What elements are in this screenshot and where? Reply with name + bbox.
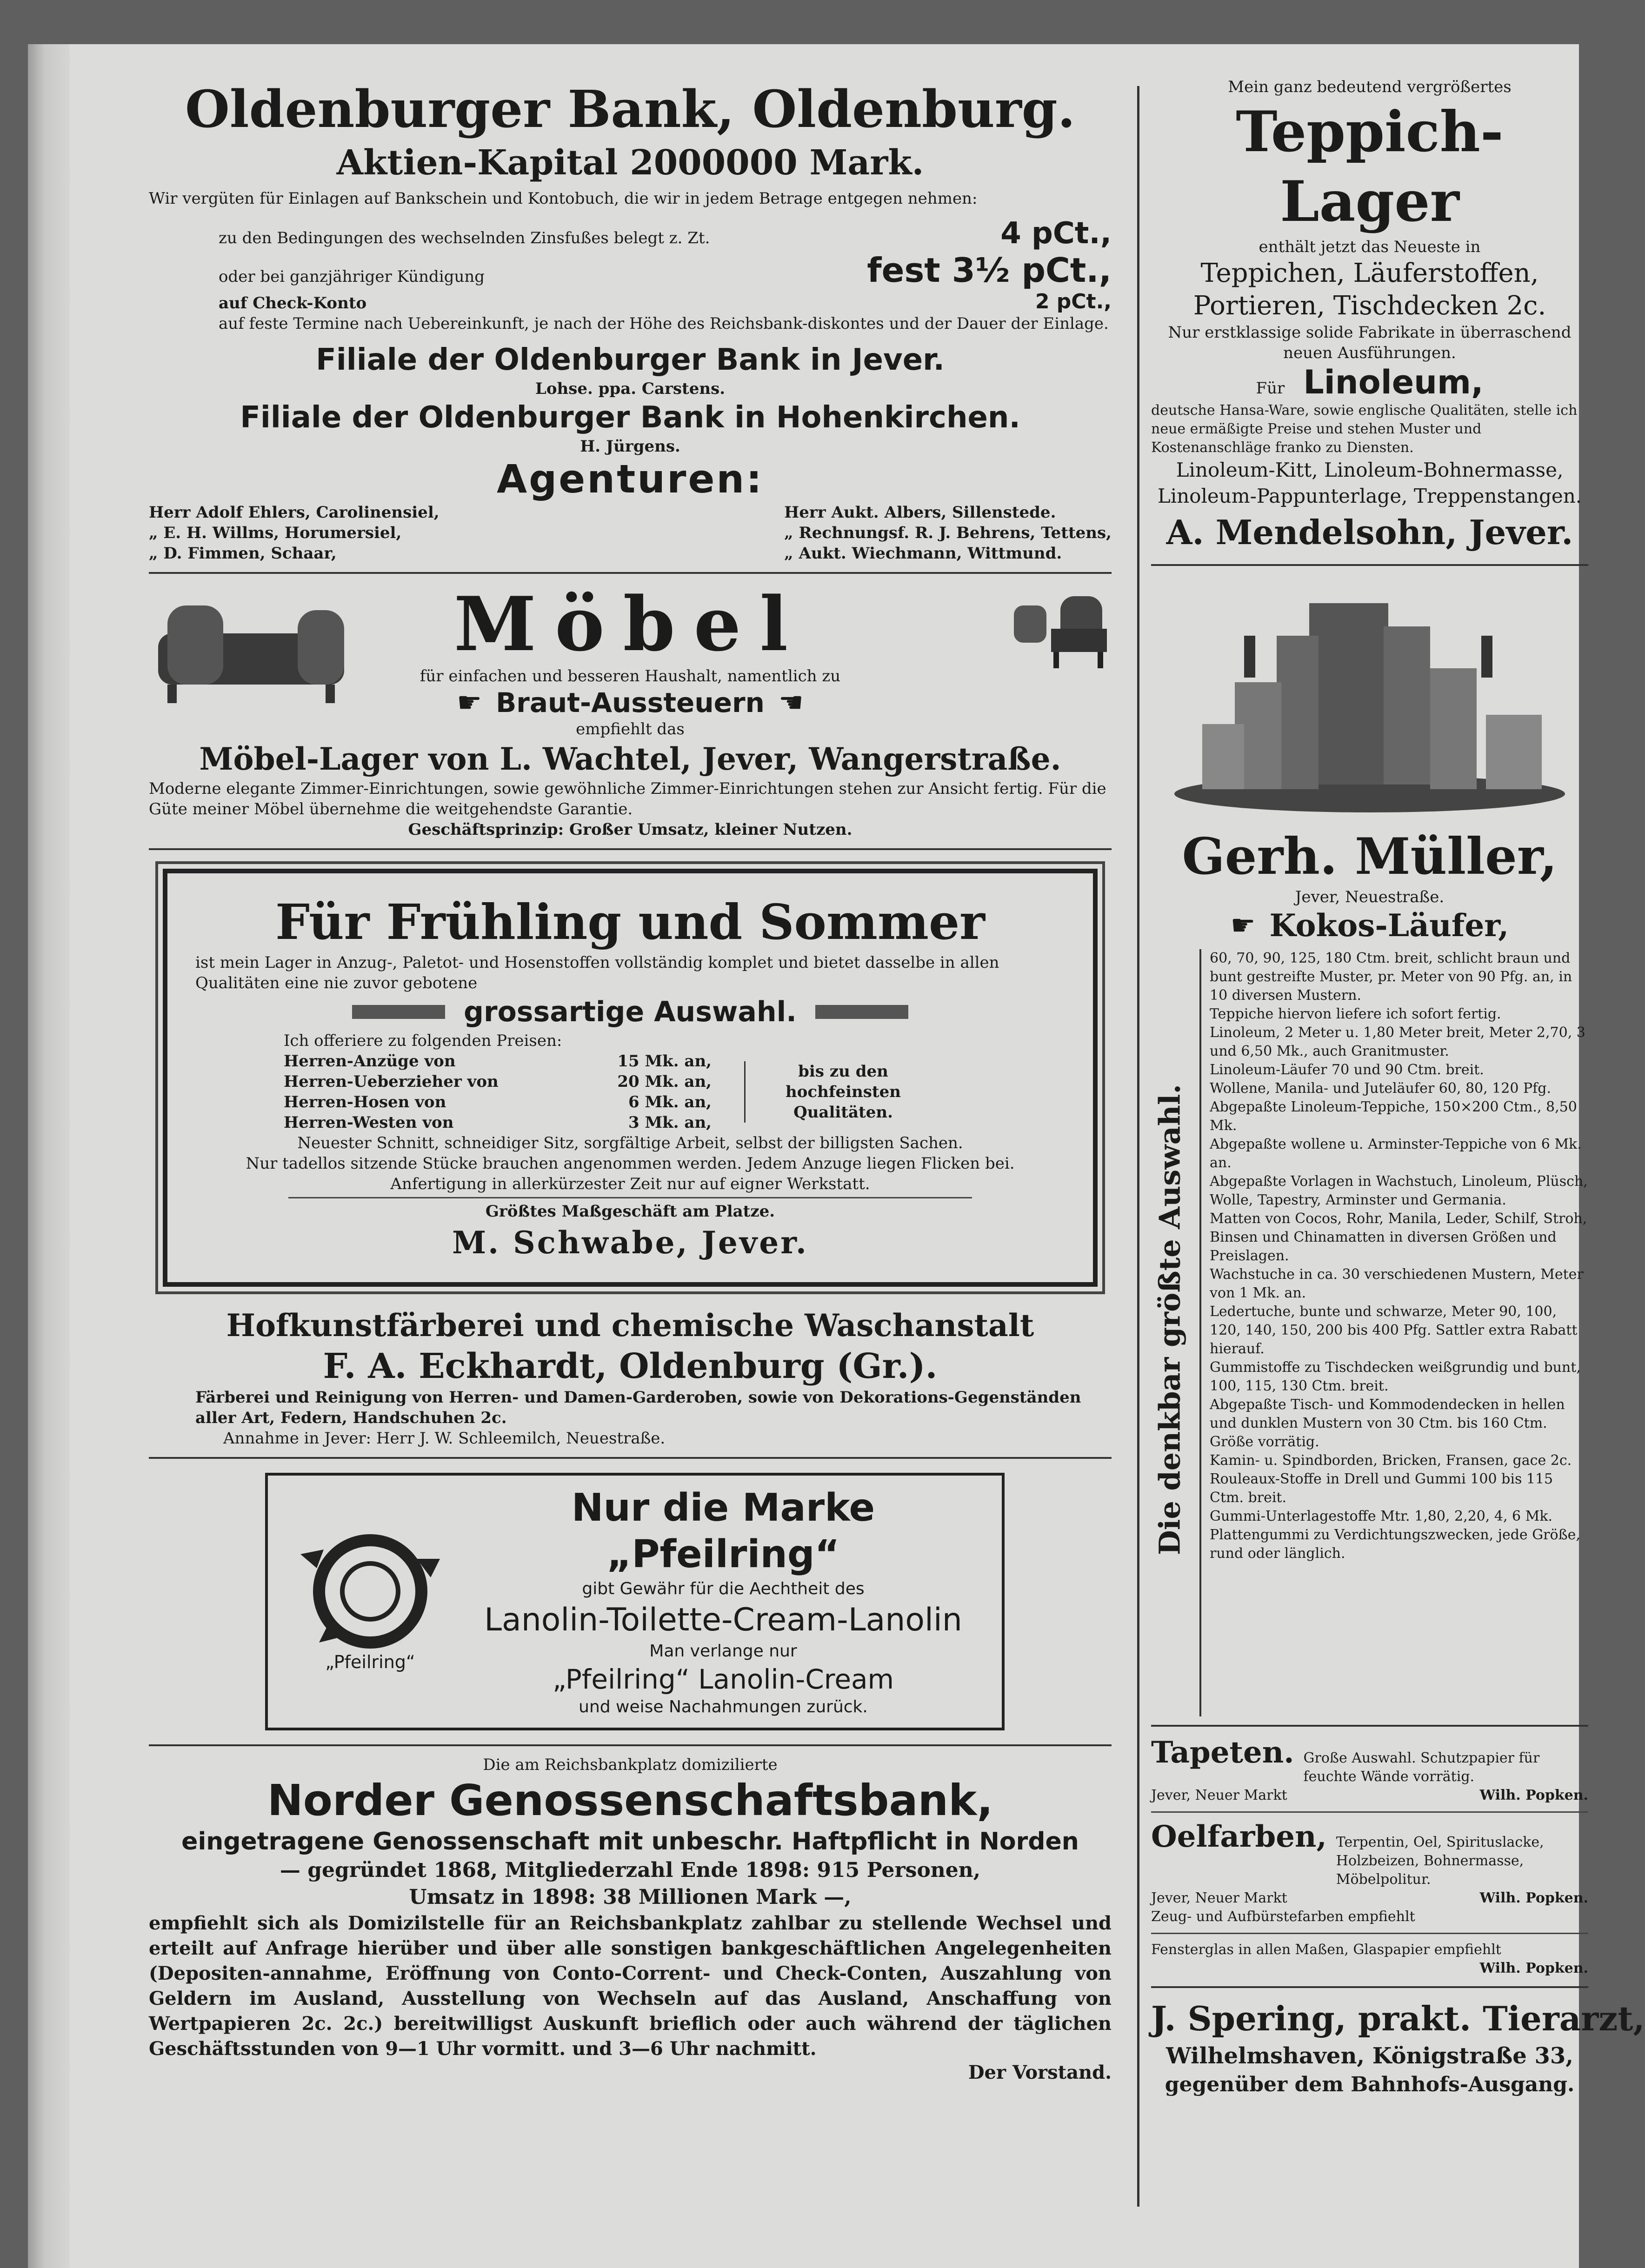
agents-list <box>149 502 1112 564</box>
schwabe-price-table <box>284 1051 1065 1133</box>
norder-body: empfiehlt sich als Domizilstelle für an Reichsbankplatz zahlbar zu stellende Wechsel und erteilt auf Anfrage hierüber und über alle sonstigen bankgeschäftlichen Angelegenheiten (Depositen-annahme, Eröffnung von Conto-Corrent- und Check-Conten, Auszahlung von Geldern im Ausland, Ausstellung von Wechseln auf das Ausland, Anschaffung von Wertpapieren 2c. 2c.) bereitwilligst Auskunft brieflich oder auch während der täglichen Geschäftsstunden von 9—1 Uhr vormitt. und 3—6 Uhr nachmitt. <box>149 1912 1112 2060</box>
list-item: Abgepaßte Tisch- und Kommodendecken in hellen und dunklen Mustern von 30 Ctm. bis 160 Ctm. Größe vorrätig. <box>1210 1397 1565 1450</box>
bank-title: Oldenburger Bank, Oldenburg. <box>185 79 1076 139</box>
bank-rate-row-3: auf Check-Konto 2 pCt., <box>219 290 1112 313</box>
moebel-ad <box>149 582 1112 840</box>
schwabe-line5: Größtes Maßgeschäft am Platze. <box>485 1202 775 1221</box>
divider <box>1151 1725 1588 1727</box>
braut-line: ☛ Braut-Aussteuern ☛ <box>457 686 804 719</box>
mendelsohn-name: A. Mendelsohn, Jever. <box>1166 512 1573 552</box>
agent: „ E. H. Willms, Horumersiel, <box>149 524 402 542</box>
popken-ad: Tapeten. Große Auswahl. Schutzpapier für feuchte Wände vorrätig. Jever, Neuer Markt Wilh. Popken. Oelfarben, Terpentin, Oel, Spirituslacke, Holzbeizen, Bohnermasse, Möbelpolitur. Jever, Neuer Markt Wilh. Popken. Zeug- und Aufbürstefarben empfiehlt Fensterglas in allen Maßen, Glaspapier empfiehlt Wilh. Popken. <box>1151 1735 1588 1976</box>
schwabe-note: bis zu den hochfeinsten Qualitäten. <box>744 1061 927 1123</box>
price-list <box>284 1051 712 1133</box>
bank-intro: Wir vergüten für Einlagen auf Bankschein und Kontobuch, die wir in jedem Betrage entgegen nehmen: <box>149 189 978 208</box>
divider <box>149 1457 1112 1459</box>
agent: Herr Aukt. Albers, Sillenstede. <box>784 503 1056 522</box>
schwabe-line3: Nur tadellos sitzende Stücke brauchen angenommen werden. Jedem Anzuge liegen Flicken bei. <box>246 1154 1015 1173</box>
agent: „ Rechnungsf. R. J. Behrens, Tettens, <box>784 524 1112 542</box>
moebel-empfiehlt: empfiehlt das <box>576 720 685 738</box>
list-item: Linoleum-Läufer 70 und 90 Ctm. breit. <box>1210 1062 1484 1078</box>
list-item: Teppiche hiervon liefere ich sofort fertig. <box>1210 1006 1501 1022</box>
list-item: Rouleaux-Stoffe in Drell und Gummi 100 bis 115 Ctm. breit. <box>1210 1471 1553 1506</box>
divider <box>149 1744 1112 1746</box>
pfeilring-title: Nur die Marke „Pfeilring“ <box>571 1486 875 1576</box>
mueller-item-list <box>1199 949 1588 1716</box>
list-item: Gummistoffe zu Tischdecken weißgrundig und bunt, 100, 115, 130 Ctm. breit. <box>1210 1359 1581 1394</box>
chair-illustration <box>1005 592 1112 671</box>
tapeten-heading: Tapeten. <box>1151 1735 1294 1770</box>
eckhardt-title: Hofkunstfärberei und chemische Waschanstalt <box>226 1307 1034 1344</box>
eckhardt-line2: Annahme in Jever: Herr J. W. Schleemilch, Neuestraße. <box>223 1429 666 1448</box>
list-item: Matten von Cocos, Rohr, Manila, Leder, Schilf, Stroh, Binsen und Chinamatten in diversen Größen und Preislagen. <box>1210 1210 1587 1264</box>
schwabe-offer: Ich offeriere zu folgenden Preisen: <box>284 1031 562 1050</box>
vertical-label: Die denkbar größte Auswahl. <box>1152 1084 1187 1555</box>
price-row: Herren-Anzüge von 15 Mk. an, <box>284 1052 712 1071</box>
kokos-heading: Kokos-Läufer, <box>1269 907 1509 944</box>
moebel-prinzip: Geschäftsprinzip: Großer Umsatz, kleiner Nutzen. <box>408 820 852 839</box>
moebel-title: Möbel <box>453 580 807 668</box>
pfeilring-logo: „Pfeilring“ <box>282 1531 459 1672</box>
list-item: Abgepaßte Vorlagen in Wachstuch, Linoleum, Plüsch, Wolle, Tapestry, Arminster und Germania. <box>1210 1173 1588 1208</box>
list-item: Kamin- u. Spindborden, Bricken, Fransen, gace 2c. <box>1210 1452 1572 1469</box>
schwabe-auswahl: grossartige Auswahl. <box>464 996 797 1028</box>
agent: „ Aukt. Wiechmann, Wittmund. <box>784 544 1062 563</box>
agenturen-heading: Agenturen: <box>497 456 764 502</box>
divider <box>1151 1933 1588 1934</box>
linoleum-heading: Linoleum, <box>1303 363 1484 401</box>
moebel-line1: für einfachen und besseren Haushalt, namentlich zu <box>420 667 841 685</box>
teppich-title: Teppich-Lager <box>1236 99 1504 234</box>
pointing-hand-icon: ☛ <box>1230 909 1256 942</box>
pointing-hand-icon: ☛ <box>457 686 482 719</box>
eckhardt-line1: Färberei und Reinigung von Herren- und Damen-Garderoben, sowie von Dekorations-Gegenständen aller Art, Federn, Handschuhen 2c. <box>195 1388 1081 1427</box>
pointing-hand-icon: ☛ <box>778 686 804 719</box>
divider <box>1151 1986 1588 1988</box>
divider <box>1151 564 1588 566</box>
moebel-line2: Moderne elegante Zimmer-Einrichtungen, sowie gewöhnliche Zimmer-Einrichtungen stehen zur Ansicht fertig. Für die Güte meiner Möbel übernehme die weitgehendste Garantie. <box>149 779 1106 818</box>
spering-title: J. Spering, prakt. Tierarzt, <box>1151 1999 1645 2038</box>
divider <box>149 572 1112 574</box>
newspaper-page <box>28 44 1645 2268</box>
moebel-lager: Möbel-Lager von L. Wachtel, Jever, Wangerstraße. <box>199 741 1061 777</box>
bank-ad <box>149 77 1112 564</box>
carpet-rolls-illustration <box>1160 575 1579 817</box>
divider <box>1151 1811 1588 1813</box>
list-item: Plattengummi zu Verdichtungszwecken, jede Größe, rund oder länglich. <box>1210 1527 1580 1562</box>
schwabe-line2: Neuester Schnitt, schneidiger Sitz, sorgfältige Arbeit, selbst der billigsten Sachen. <box>297 1134 963 1152</box>
list-item: Ledertuche, bunte und schwarze, Meter 90, 100, 120, 140, 150, 200 bis 400 Pfg. Sattler extra Rabatt hierauf. <box>1210 1304 1578 1357</box>
signers-jever: Lohse. ppa. Carstens. <box>535 379 726 398</box>
price-row: Herren-Westen von 3 Mk. an, <box>284 1113 712 1132</box>
mueller-ad: Gerh. Müller, Jever, Neuestraße. ☛ Kokos-Läufer, Die denkbar größte Auswahl. 60, 70, 90, 125, 180 Ctm. breit, schlicht braun und bunt gestreifte Muster, pr. Meter von 90 Pfg. an, in 10 diversen Mustern. Teppiche hiervon liefere ich sofort fertig. Linoleum, 2 Meter u. 1,80 Meter breit, Meter 2,70, 3 und 6,50 Mk., auch Granitmuster. Linoleum-Läufer 70 und 90 Ctm. breit. Wollene, Manila- und Juteläufer 60, 80, 120 Pfg. Abgepaßte Linoleum-Teppiche, 150×200 Ctm., 8,50 Mk. Abgepaßte wollene u. Arminster-Teppiche von 6 Mk. an. Abgepaßte Vorlagen in Wachstuch, Linoleum, Plüsch, Wolle, Tapestry, Arminster und Germania. Matten von Cocos, Rohr, Manila, Leder, Schilf, Stroh, Binsen und Chinamatten in diversen Größen und Preislagen. Wachstuche in ca. 30 verschiedenen Mustern, Meter von 1 Mk. an. Ledertuche, bunte und schwarze, Meter 90, 100, 120, 140, 150, 200 bis 400 Pfg. Sattler extra Rabatt hierauf. Gummistoffe zu Tischdecken weißgrundig und bunt, 100, 115, 130 Ctm. breit. Abgepaßte Tisch- und Kommodendecken in hellen und dunklen Mustern von 30 Ctm. bis 160 Ctm. Größe vorrätig. Kamin- u. Spindborden, Bricken, Fransen, gace 2c. Rouleaux-Stoffe in Drell und Gummi 100 bis 115 Ctm. breit. Gummi-Unterlagestoffe Mtr. 1,80, 2,20, 4, 6 Mk. Plattengummi zu Verdichtungszwecken, jede Größe, rund oder länglich. <box>1151 826 1588 1716</box>
schwabe-title: Für Frühling und Sommer <box>275 893 985 951</box>
price-row: Herren-Ueberzieher von 20 Mk. an, <box>284 1072 712 1091</box>
schwabe-auswahl-row <box>195 993 1065 1031</box>
list-item: Gummi-Unterlagestoffe Mtr. 1,80, 2,20, 4, 6 Mk. <box>1210 1508 1553 1524</box>
list-item: Abgepaßte Linoleum-Teppiche, 150×200 Ctm., 8,50 Mk. <box>1210 1099 1577 1134</box>
schwabe-line4: Anfertigung in allerkürzester Zeit nur auf eigner Werkstatt. <box>390 1175 870 1193</box>
decorative-bar <box>352 1005 445 1019</box>
schwabe-line1: ist mein Lager in Anzug-, Paletot- und Hosenstoffen vollständig komplet und bietet dasselbe in allen Qualitäten eine nie zuvor gebotene <box>195 953 999 992</box>
oelfarben-heading: Oelfarben, <box>1151 1819 1327 1854</box>
decorative-bar <box>815 1005 908 1019</box>
filiale-hohenkirchen: Filiale der Oldenburger Bank in Hohenkirchen. <box>240 400 1020 435</box>
norder-ad: Die am Reichsbankplatz domizilierte Norder Genossenschaftsbank, eingetragene Genossenschaft mit unbeschr. Haftpflicht in Norden — gegründet 1868, Mitgliederzahl Ende 1898: 915 Personen, Umsatz in 1898: 38 Millionen Mark —, empfiehlt sich als Domizilstelle für an Reichsbankplatz zahlbar zu stellende Wechsel und erteilt auf Anfrage hierüber und über alle sonstigen bankgeschäftlichen Angelegenheiten (Depositen-annahme, Eröffnung von Conto-Corrent- und Check-Conten, Auszahlung von Geldern im Ausland, Ausstellung von Wechseln auf das Ausland, Anschaffung von Wertpapieren 2c. 2c.) bereitwilligst Auskunft brieflich oder auch während der täglichen Geschäftsstunden von 9—1 Uhr vormitt. und 3—6 Uhr nachmitt. Der Vorstand. <box>149 1756 1112 2083</box>
spering-ad: J. Spering, prakt. Tierarzt, Wilhelmshaven, Königstraße 33, gegenüber dem Bahnhofs-Ausgang. <box>1151 1996 1588 2099</box>
signer-hohenkirchen: H. Jürgens. <box>580 437 680 456</box>
pfeilring-product: Lanolin-Toilette-Cream-Lanolin <box>484 1602 962 1638</box>
binding-edge <box>28 44 70 2268</box>
agent: „ D. Fimmen, Schaar, <box>149 544 337 563</box>
schwabe-name: M. Schwabe, Jever. <box>452 1224 808 1261</box>
column-rule <box>1137 86 1139 2207</box>
list-item: Wachstuche in ca. 30 verschiedenen Mustern, Meter von 1 Mk. an. <box>1210 1266 1584 1301</box>
agent: Herr Adolf Ehlers, Carolinensiel, <box>149 503 440 522</box>
mendelsohn-ad: Mein ganz bedeutend vergrößertes Teppich-Lager enthält jetzt das Neueste in Teppichen, Läuferstoffen, Portieren, Tischdecken 2c. Nur erstklassige solide Fabrikate in überraschend neuen Ausführungen. Für Linoleum, deutsche Hansa-Ware, sowie englische Qualitäten, stelle ich neue ermäßigte Preise und stehen Muster und Kostenanschläge franko zu Diensten. Linoleum-Kitt, Linoleum-Bohnermasse, Linoleum-Pappunterlage, Treppenstangen. A. Mendelsohn, Jever. <box>1151 77 1588 556</box>
agents-left <box>149 502 440 564</box>
sofa-illustration <box>149 582 353 708</box>
bank-rate-row-2: oder bei ganzjähriger Kündigung fest 3½ pCt., <box>219 251 1112 290</box>
pfeilring-ring-icon <box>291 1531 449 1652</box>
right-column <box>1151 77 1645 2099</box>
list-item: Wollene, Manila- und Juteläufer 60, 80, 120 Pfg. <box>1210 1080 1552 1097</box>
schwabe-ad <box>163 869 1098 1287</box>
list-item: 60, 70, 90, 125, 180 Ctm. breit, schlicht braun und bunt gestreifte Muster, pr. Meter von 90 Pfg. an, in 10 diversen Mustern. <box>1210 950 1572 1004</box>
pfeilring-ad <box>265 1473 1005 1730</box>
norder-pre: Die am Reichsbankplatz domizilierte <box>483 1756 778 1774</box>
divider <box>288 1197 972 1198</box>
left-column <box>149 77 1112 2083</box>
norder-title: Norder Genossenschaftsbank, <box>267 1776 993 1825</box>
eckhardt-name: F. A. Eckhardt, Oldenburg (Gr.). <box>323 1346 938 1386</box>
agents-right <box>784 502 1112 564</box>
list-item: Abgepaßte wollene u. Arminster-Teppiche von 6 Mk. an. <box>1210 1136 1582 1171</box>
bank-capital: Aktien-Kapital 2000000 Mark. <box>336 143 924 183</box>
mueller-name: Gerh. Müller, <box>1182 827 1558 886</box>
bank-terms: auf feste Termine nach Uebereinkunft, je nach der Höhe des Reichsbank-diskontes und der Dauer der Einlage. <box>219 314 1109 333</box>
divider <box>149 848 1112 850</box>
list-item: Linoleum, 2 Meter u. 1,80 Meter breit, Meter 2,70, 3 und 6,50 Mk., auch Granitmuster. <box>1210 1024 1585 1059</box>
price-row: Herren-Hosen von 6 Mk. an, <box>284 1093 712 1111</box>
filiale-jever: Filiale der Oldenburger Bank in Jever. <box>316 343 945 377</box>
pfeilring-text: Nur die Marke „Pfeilring“ gibt Gewähr für die Aechtheit des Lanolin-Toilette-Cream-Lanolin Man verlange nur „Pfeilring“ Lanolin-Cream und weise Nachahmungen zurück. <box>459 1485 988 1718</box>
eckhardt-ad <box>149 1305 1112 1449</box>
norder-sign: Der Vorstand. <box>968 2062 1112 2083</box>
bank-rate-row-1: zu den Bedingungen des wechselnden Zinsfußes belegt z. Zt. 4 pCt., <box>219 216 1112 251</box>
